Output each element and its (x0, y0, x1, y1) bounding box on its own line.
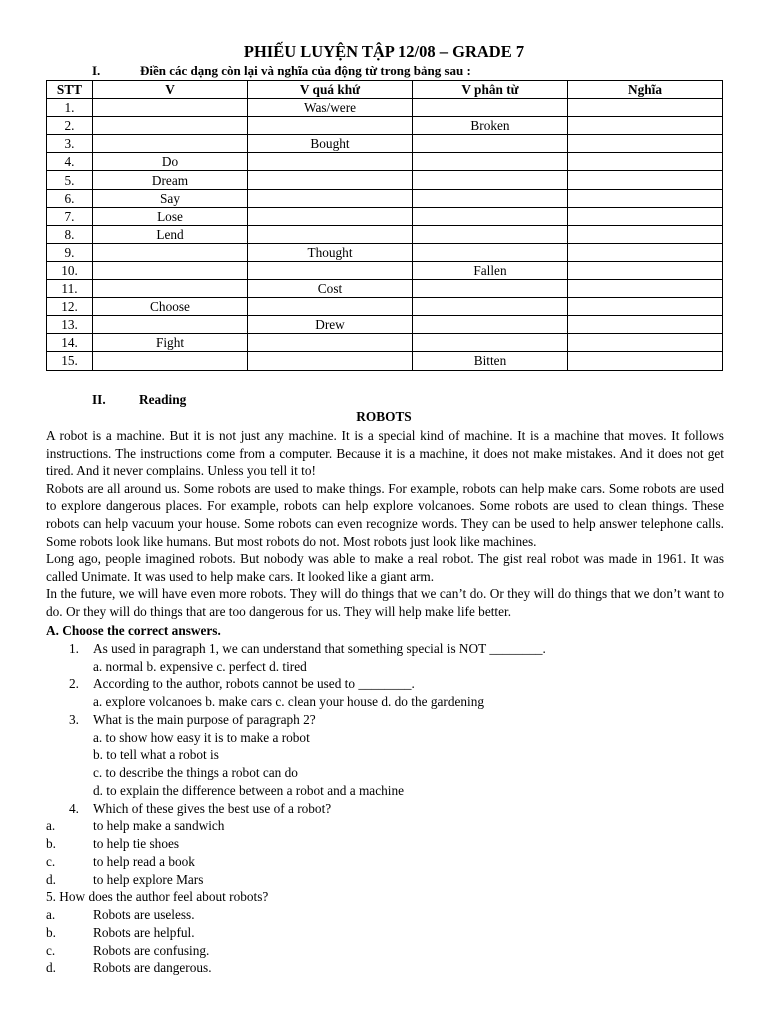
question-3-option: d. to explain the difference between a robot and a machine (93, 782, 404, 798)
question-text: Which of these gives the best use of a robot? (93, 800, 332, 816)
meaning-cell (568, 280, 723, 298)
row-number-cell: 3. (47, 135, 93, 153)
participle-cell (413, 243, 568, 261)
header-v-participle: V phân từ (413, 81, 568, 99)
option-letter: b. (46, 836, 56, 851)
section-2-heading (92, 392, 187, 408)
base-form-cell: Fight (93, 334, 248, 352)
past-form-cell (248, 207, 413, 225)
option-letter: c. (46, 942, 56, 958)
past-form-cell (248, 352, 413, 370)
table-row (47, 225, 723, 243)
passage-paragraph: Robots are all around us. Some robots are used to make things. For example, robots can help make cars. Some robots are used to explore dangerous places. For example, robots can help explore volcanoes. Some robots are used to clean things. These robots can help vacuum your house. Some robots can even recognize words. They can be used to help answer telephone calls. Some robots look like humans. But most robots do not. Most robots just look like machines. (46, 480, 724, 549)
option-letter: a. (46, 818, 56, 834)
base-form-cell: Do (93, 153, 248, 171)
reading-passage (46, 427, 724, 621)
section-1-numeral: I. (92, 63, 101, 78)
participle-cell (413, 153, 568, 171)
question-4-option (46, 871, 726, 889)
option-letter: a. (46, 907, 56, 922)
passage-paragraph: A robot is a machine. But it is not just any machine. It is a special kind of machine. It is a machine that moves. It follows instructions. The instructions come from a computer. Because it is a machine, it does not make mistakes. And it does not get tired. And it never complains. Unless you tell it to! (46, 428, 724, 479)
worksheet-title: PHIẾU LUYỆN TẬP 12/08 – GRADE 7 (243, 42, 525, 61)
section-1-instruction: Điền các dạng còn lại và nghĩa của động từ trong bảng sau : (140, 63, 471, 78)
meaning-cell (568, 189, 723, 207)
past-form-cell: Bought (248, 135, 413, 153)
participle-cell (413, 280, 568, 298)
base-form-cell (93, 280, 248, 298)
option-letter: d. (46, 871, 56, 887)
row-number-cell: 10. (47, 261, 93, 279)
table-row (47, 171, 723, 189)
row-number-cell: 15. (47, 352, 93, 370)
participle-cell (413, 334, 568, 352)
meaning-cell (568, 261, 723, 279)
base-form-cell (93, 117, 248, 135)
question-3 (46, 711, 726, 729)
question-3-option: a. to show how easy it is to make a robot (93, 729, 310, 745)
past-form-cell (248, 334, 413, 352)
option-text: Robots are helpful. (93, 924, 195, 940)
base-form-cell (93, 352, 248, 370)
option-letter: b. (46, 924, 56, 940)
participle-cell: Fallen (413, 261, 568, 279)
row-number-cell: 8. (47, 225, 93, 243)
past-form-cell: Cost (248, 280, 413, 298)
reading-title: ROBOTS (356, 409, 412, 424)
question-3-option: c. to describe the things a robot can do (93, 765, 298, 780)
row-number-cell: 2. (47, 117, 93, 135)
table-row (47, 298, 723, 316)
base-form-cell: Say (93, 189, 248, 207)
header-v: V (93, 81, 248, 99)
past-form-cell (248, 225, 413, 243)
question-4-option (46, 853, 726, 871)
participle-cell: Bitten (413, 352, 568, 370)
meaning-cell (568, 316, 723, 334)
meaning-cell (568, 298, 723, 316)
past-form-cell: Was/were (248, 99, 413, 117)
question-number: 2. (69, 676, 79, 692)
meaning-cell (568, 243, 723, 261)
meaning-cell (568, 225, 723, 243)
question-1 (46, 640, 726, 658)
participle-cell: Broken (413, 117, 568, 135)
past-form-cell (248, 117, 413, 135)
passage-paragraph: Long ago, people imagined robots. But nobody was able to make a real robot. The gist real robot was made in 1961. It was called Unimate. It was used to help make cars. It looked like a giant arm. (46, 551, 724, 584)
table-row (47, 99, 723, 117)
base-form-cell: Lend (93, 225, 248, 243)
question-number: 1. (69, 640, 79, 656)
question-2 (46, 675, 726, 693)
base-form-cell (93, 135, 248, 153)
base-form-cell (93, 99, 248, 117)
participle-cell (413, 225, 568, 243)
participle-cell (413, 135, 568, 153)
base-form-cell: Lose (93, 207, 248, 225)
participle-cell (413, 99, 568, 117)
questions-section (46, 622, 726, 977)
option-text: to help read a book (93, 853, 195, 869)
option-letter: d. (46, 960, 56, 976)
question-1-options: a. normal b. expensive c. perfect d. tired (93, 658, 307, 674)
question-text: As used in paragraph 1, we can understand that something special is NOT ________. (93, 640, 546, 656)
section-2-numeral: II. (92, 392, 106, 407)
past-form-cell (248, 261, 413, 279)
table-row (47, 352, 723, 370)
question-4-option (46, 835, 726, 853)
participle-cell (413, 207, 568, 225)
table-row (47, 117, 723, 135)
meaning-cell (568, 207, 723, 225)
question-5-option (46, 906, 726, 924)
past-form-cell (248, 298, 413, 316)
option-text: Robots are useless. (93, 907, 195, 922)
meaning-cell (568, 99, 723, 117)
row-number-cell: 6. (47, 189, 93, 207)
question-5-option (46, 959, 726, 977)
table-row (47, 189, 723, 207)
base-form-cell: Dream (93, 171, 248, 189)
row-number-cell: 1. (47, 99, 93, 117)
option-text: Robots are confusing. (93, 942, 210, 958)
meaning-cell (568, 352, 723, 370)
option-text: to help tie shoes (93, 836, 180, 851)
table-header-row (47, 81, 723, 99)
table-row (47, 207, 723, 225)
table-row (47, 316, 723, 334)
option-text: to help explore Mars (93, 871, 204, 887)
past-form-cell: Thought (248, 243, 413, 261)
row-number-cell: 11. (47, 280, 93, 298)
participle-cell (413, 171, 568, 189)
past-form-cell: Drew (248, 316, 413, 334)
question-4-option (46, 817, 726, 835)
question-5-option (46, 924, 726, 942)
header-stt: STT (47, 81, 93, 99)
section-2-label: Reading (139, 392, 187, 407)
meaning-cell (568, 334, 723, 352)
participle-cell (413, 189, 568, 207)
question-2-options: a. explore volcanoes b. make cars c. clean your house d. do the gardening (93, 694, 485, 709)
verb-forms-table (46, 80, 723, 371)
question-5-option (46, 942, 726, 960)
option-letter: c. (46, 853, 56, 869)
base-form-cell: Choose (93, 298, 248, 316)
option-text: Robots are dangerous. (93, 960, 212, 976)
row-number-cell: 5. (47, 171, 93, 189)
question-number: 3. (69, 711, 79, 727)
part-a-heading: A. Choose the correct answers. (46, 623, 221, 638)
header-meaning: Nghĩa (568, 81, 723, 99)
past-form-cell (248, 153, 413, 171)
question-3-option: b. to tell what a robot is (93, 747, 219, 763)
past-form-cell (248, 171, 413, 189)
question-5: 5. How does the author feel about robots? (46, 889, 269, 905)
past-form-cell (248, 189, 413, 207)
meaning-cell (568, 135, 723, 153)
row-number-cell: 4. (47, 153, 93, 171)
base-form-cell (93, 316, 248, 334)
table-row (47, 334, 723, 352)
section-1-heading (92, 63, 471, 79)
meaning-cell (568, 171, 723, 189)
row-number-cell: 7. (47, 207, 93, 225)
header-v-past: V quá khứ (248, 81, 413, 99)
question-text: What is the main purpose of paragraph 2? (93, 711, 316, 727)
meaning-cell (568, 117, 723, 135)
question-text: According to the author, robots cannot be used to ________. (93, 676, 415, 692)
row-number-cell: 13. (47, 316, 93, 334)
question-number: 4. (69, 800, 79, 816)
table-row (47, 280, 723, 298)
row-number-cell: 12. (47, 298, 93, 316)
participle-cell (413, 298, 568, 316)
table-row (47, 135, 723, 153)
base-form-cell (93, 243, 248, 261)
question-4 (46, 800, 726, 818)
table-row (47, 261, 723, 279)
row-number-cell: 9. (47, 243, 93, 261)
table-row (47, 153, 723, 171)
meaning-cell (568, 153, 723, 171)
option-text: to help make a sandwich (93, 818, 225, 834)
participle-cell (413, 316, 568, 334)
base-form-cell (93, 261, 248, 279)
row-number-cell: 14. (47, 334, 93, 352)
table-row (47, 243, 723, 261)
passage-paragraph: In the future, we will have even more robots. They will do things that we can’t do. Or they will do things that we don’t want to do. Or they will do things that are too dangerous for us. They will help make life better. (46, 586, 724, 619)
